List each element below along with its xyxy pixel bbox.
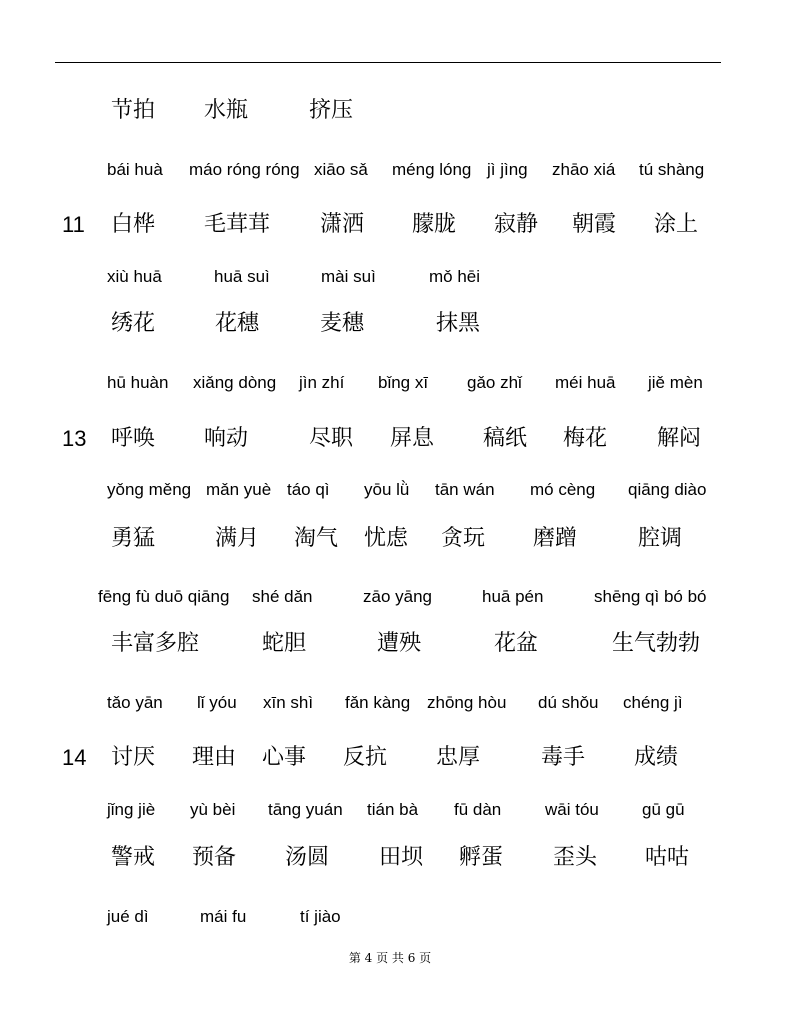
pinyin: fēng fù duō qiāng — [98, 587, 230, 606]
word: 毒手 — [541, 745, 586, 770]
pinyin: tú shàng — [639, 160, 705, 179]
word: 抹黑 — [436, 311, 481, 336]
word: 贪玩 — [441, 526, 486, 551]
word-jiepai: 节拍 — [111, 98, 156, 123]
pinyin: lǐ yóu — [197, 693, 237, 712]
word: 花穗 — [215, 311, 260, 336]
word: 遭殃 — [377, 631, 422, 656]
word: 忧虑 — [364, 526, 409, 551]
word: 孵蛋 — [459, 845, 504, 870]
word: 涂上 — [654, 212, 699, 237]
word: 寂静 — [494, 212, 539, 237]
word: 磨蹭 — [533, 526, 578, 551]
word: 成绩 — [634, 745, 679, 770]
pinyin: jiě mèn — [648, 373, 703, 392]
word: 警戒 — [111, 845, 156, 870]
pinyin: mài suì — [321, 267, 376, 286]
pinyin: bái huà — [107, 160, 163, 179]
pinyin: xīn shì — [263, 693, 314, 712]
word: 满月 — [215, 526, 260, 551]
word: 反抗 — [343, 745, 388, 770]
pinyin: jué dì — [107, 907, 149, 926]
word: 心事 — [262, 745, 307, 770]
word: 呼唤 — [111, 426, 156, 451]
pinyin: máo róng róng — [189, 160, 300, 179]
word: 潇洒 — [320, 212, 365, 237]
word: 腔调 — [638, 526, 683, 551]
pinyin: gū gū — [642, 800, 685, 819]
word: 梅花 — [563, 426, 608, 451]
word: 田坝 — [379, 845, 424, 870]
pinyin: shēng qì bó bó — [594, 587, 707, 606]
word: 理由 — [192, 745, 237, 770]
pinyin: huā pén — [482, 587, 544, 606]
word: 解闷 — [657, 426, 702, 451]
pinyin: mó cèng — [530, 480, 596, 499]
pinyin: yōu lǜ — [364, 480, 410, 499]
word: 歪头 — [553, 845, 598, 870]
pinyin: zhāo xiá — [552, 160, 616, 179]
pinyin: tǎo yān — [107, 693, 163, 712]
pinyin: jǐng jiè — [107, 800, 156, 819]
pinyin: bǐng xī — [378, 373, 429, 392]
pinyin: zāo yāng — [363, 587, 432, 606]
pinyin: xiù huā — [107, 267, 162, 286]
pinyin: gǎo zhǐ — [467, 373, 522, 392]
pinyin: xiǎng dòng — [193, 373, 277, 392]
word: 丰富多腔 — [111, 631, 200, 656]
word-shuiping: 水瓶 — [204, 98, 249, 123]
word: 屏息 — [390, 426, 435, 451]
pinyin: jì jìng — [487, 160, 528, 179]
word: 稿纸 — [483, 426, 528, 451]
pinyin: fǎn kàng — [345, 693, 411, 712]
pinyin: tān wán — [435, 480, 495, 499]
word: 讨厌 — [111, 745, 156, 770]
pinyin: méng lóng — [392, 160, 472, 179]
word: 朦胧 — [412, 212, 457, 237]
pinyin: xiāo sǎ — [314, 160, 368, 179]
word: 忠厚 — [436, 745, 481, 770]
pinyin: fū dàn — [454, 800, 502, 819]
pinyin: hū huàn — [107, 373, 169, 392]
word: 花盆 — [494, 631, 539, 656]
pinyin: shé dǎn — [252, 587, 313, 606]
word: 白桦 — [111, 212, 156, 237]
pinyin: huā suì — [214, 267, 270, 286]
word: 淘气 — [294, 526, 339, 551]
pinyin: méi huā — [555, 373, 616, 392]
word: 朝霞 — [572, 212, 617, 237]
pinyin: mǎn yuè — [206, 480, 272, 499]
pinyin: chéng jì — [623, 693, 683, 712]
word: 尽职 — [309, 426, 354, 451]
pinyin: mǒ hēi — [429, 267, 481, 286]
header-rule — [55, 62, 721, 63]
word: 汤圆 — [285, 845, 330, 870]
word: 预备 — [192, 845, 237, 870]
pinyin: qiāng diào — [628, 480, 707, 499]
pinyin: dú shǒu — [538, 693, 599, 712]
word: 响动 — [204, 426, 249, 451]
lesson-number: 14 — [62, 745, 87, 770]
pinyin: mái fu — [200, 907, 247, 926]
pinyin: yǒng měng — [107, 480, 192, 499]
pinyin: wāi tóu — [545, 800, 599, 819]
pinyin: tián bà — [367, 800, 419, 819]
word: 勇猛 — [111, 526, 156, 551]
word: 毛茸茸 — [204, 212, 271, 237]
page-footer: 第 4 页 共 6 页 — [348, 951, 432, 965]
word: 绣花 — [111, 311, 156, 336]
pinyin: jìn zhí — [299, 373, 345, 392]
word-jiya: 挤压 — [309, 98, 354, 123]
word: 咕咕 — [645, 845, 690, 870]
pinyin: táo qì — [287, 480, 330, 499]
word: 生气勃勃 — [612, 631, 701, 656]
pinyin: yù bèi — [190, 800, 236, 819]
word: 蛇胆 — [262, 631, 307, 656]
pinyin: zhōng hòu — [427, 693, 507, 712]
lesson-number: 11 — [62, 212, 85, 237]
word: 麦穗 — [320, 311, 365, 336]
pinyin: tí jiào — [300, 907, 341, 926]
pinyin: tāng yuán — [268, 800, 343, 819]
lesson-number: 13 — [62, 426, 87, 451]
